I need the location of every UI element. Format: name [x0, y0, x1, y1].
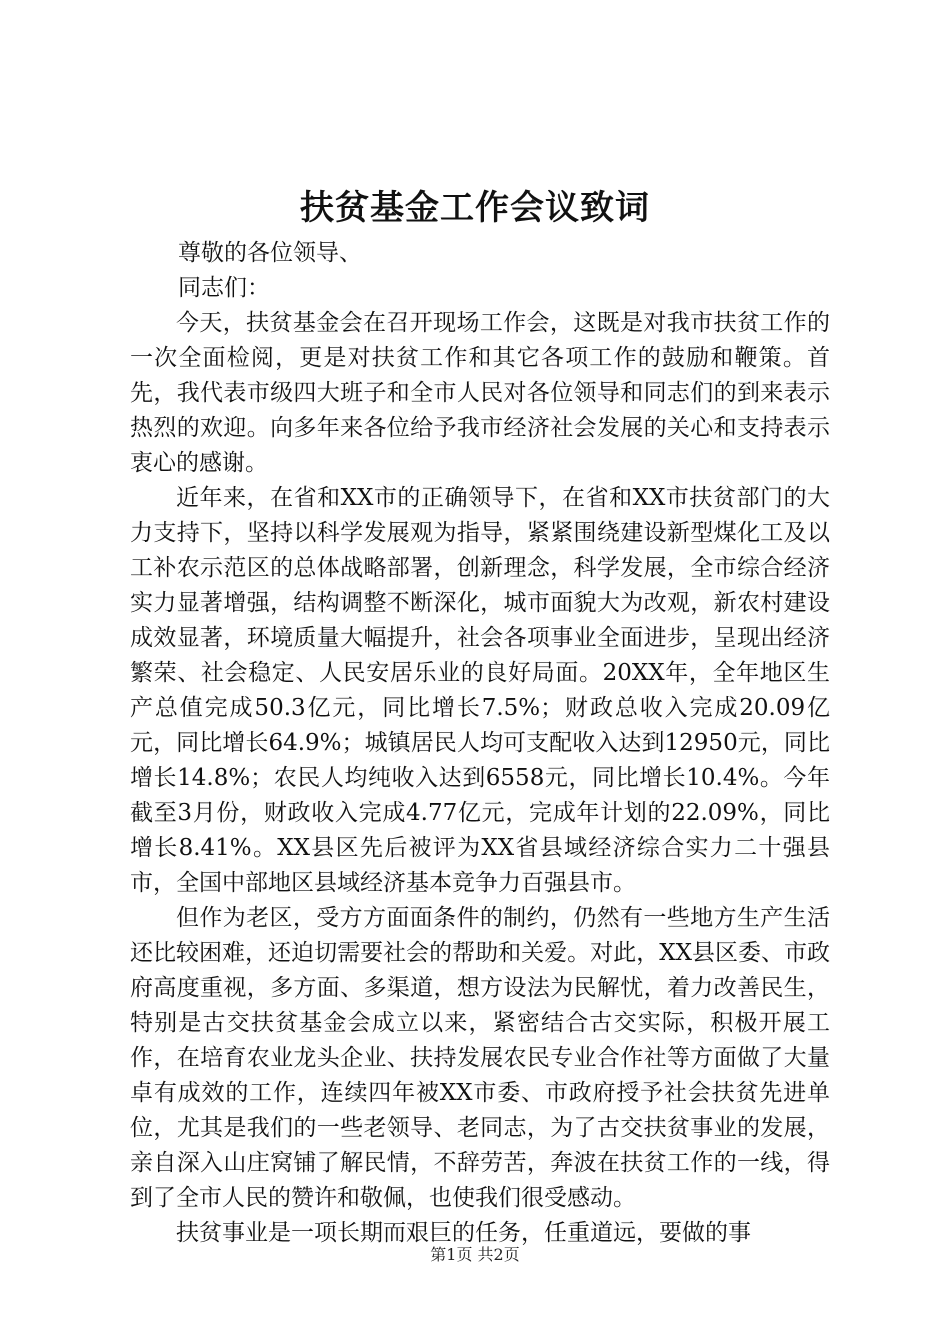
- paragraph-achievements: 近年来，在省和XX市的正确领导下，在省和XX市扶贫部门的大力支持下，坚持以科学发展观为指导，紧紧围绕建设新型煤化工及以工补农示范区的总体战略部署，创新理念，科学发展，全市综合经济实力显著增强，结构调整不断深化，城市面貌大为改观，新农村建设成效显著，环境质量大幅提升，社会各项事业全面进步，呈现出经济繁荣、社会稳定、人民安居乐业的良好局面。20XX年，全年地区生产总值完成50.3亿元，同比增长7.5%；财政总收入完成20.09亿元，同比增长64.9%；城镇居民人均可支配收入达到12950元，同比增长14.8%；农民人均纯收入达到6558元，同比增长10.4%。今年截至3月份，财政收入完成4.77亿元，完成年计划的22.09%，同比增长8.41%。XX县区先后被评为XX省县域经济综合实力二十强县市，全国中部地区县域经济基本竞争力百强县市。: [130, 485, 830, 896]
- salutation-line-1: 尊敬的各位领导、: [178, 240, 362, 266]
- page-number-footer: 第1页 共2页: [430, 1245, 520, 1264]
- document-body: [130, 236, 830, 1251]
- paragraph-continuation: 扶贫事业是一项长期而艰巨的任务，任重道远，要做的事: [176, 1220, 751, 1246]
- paragraph-welcome: 今天，扶贫基金会在召开现场工作会，这既是对我市扶贫工作的一次全面检阅，更是对扶贫工作和其它各项工作的鼓励和鞭策。首先，我代表市级四大班子和全市人民对各位领导和同志们的到来表示热烈的欢迎。向多年来各位给予我市经济社会发展的关心和支持表示衷心的感谢。: [130, 310, 830, 476]
- salutation-line-2: 同志们：: [178, 275, 270, 301]
- document-title: 扶贫基金工作会议致词: [300, 188, 650, 228]
- paragraph-difficulties: 但作为老区，受方方面面条件的制约，仍然有一些地方生产生活还比较困难，还迫切需要社会的帮助和关爱。对此，XX县区委、市政府高度重视，多方面、多渠道，想方设法为民解忧，着力改善民生，特别是古交扶贫基金会成立以来，紧密结合古交实际，积极开展工作，在培育农业龙头企业、扶持发展农民专业合作社等方面做了大量卓有成效的工作，连续四年被XX市委、市政府授予社会扶贫先进单位，尤其是我们的一些老领导、老同志，为了古交扶贫事业的发展，亲自深入山庄窝铺了解民情，不辞劳苦，奔波在扶贫工作的一线，得到了全市人民的赞许和敬佩，也使我们很受感动。: [130, 905, 830, 1211]
